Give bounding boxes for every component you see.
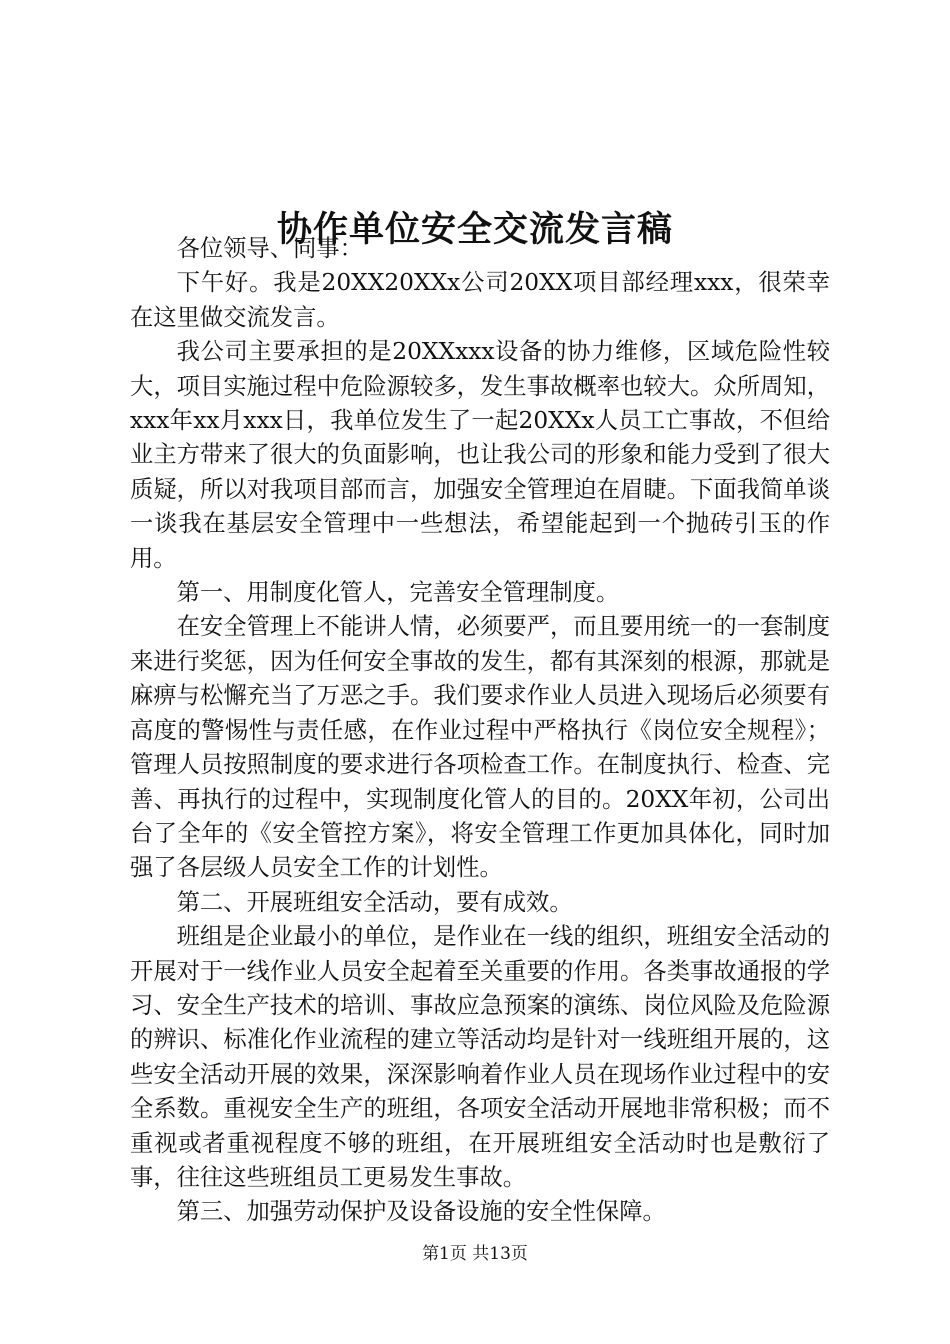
section-heading-third: 第三、加强劳动保护及设备设施的安全性保障。 — [176, 1198, 666, 1226]
paragraph-intro: 下午好。我是20XX20XXx公司20XX项目部经理xxx，很荣幸在这里做交流发言。 — [130, 269, 830, 331]
paragraph-first-detail: 在安全管理上不能讲人情，必须要严，而且要用统一的一套制度来进行奖惩，因为任何安全事故的发生，都有其深刻的根源，那就是麻痹与松懈充当了万恶之手。我们要求作业人员进入现场后必须要有高度的警惕性与责任感，在作业过程中严格执行《岗位安全规程》；管理人员按照制度的要求进行各项检查工作。在制度执行、检查、完善、再执行的过程中，实现制度化管人的目的。20XX年初，公司出台了全年的《安全管控方案》，将安全管理工作更加具体化，同时加强了各层级人员安全工作的计划性。 — [130, 613, 830, 882]
document-body — [130, 232, 830, 1230]
section-heading-second: 第二、开展班组安全活动，要有成效。 — [176, 888, 573, 916]
paragraph-background: 我公司主要承担的是20XXxxx设备的协力维修，区域危险性较大，项目实施过程中危险源较多，发生事故概率也较大。众所周知，xxx年xx月xxx日，我单位发生了一起20XXx人员工亡事故，不但给业主方带来了很大的负面影响，也让我公司的形象和能力受到了很大质疑，所以对我项目部而言，加强安全管理迫在眉睫。下面我简单谈一谈我在基层安全管理中一些想法，希望能起到一个抛砖引玉的作用。 — [130, 338, 830, 572]
paragraph-greeting: 各位领导、同事： — [176, 235, 363, 262]
section-heading-first: 第一、用制度化管人，完善安全管理制度。 — [176, 579, 620, 607]
paragraph-second-detail: 班组是企业最小的单位，是作业在一线的组织，班组安全活动的开展对于一线作业人员安全起着至关重要的作用。各类事故通报的学习、安全生产技术的培训、事故应急预案的演练、岗位风险及危险源的辨识、标准化作业流程的建立等活动均是针对一线班组开展的，这些安全活动开展的效果，深深影响着作业人员在现场作业过程中的安全系数。重视安全生产的班组，各项安全活动开展地非常积极；而不重视或者重视程度不够的班组，在开展班组安全活动时也是敷衍了事，往往这些班组员工更易发生事故。 — [130, 923, 830, 1191]
document-title: 协作单位安全交流发言稿 — [276, 209, 673, 251]
page-number: 第1页 共13页 — [422, 1244, 528, 1264]
